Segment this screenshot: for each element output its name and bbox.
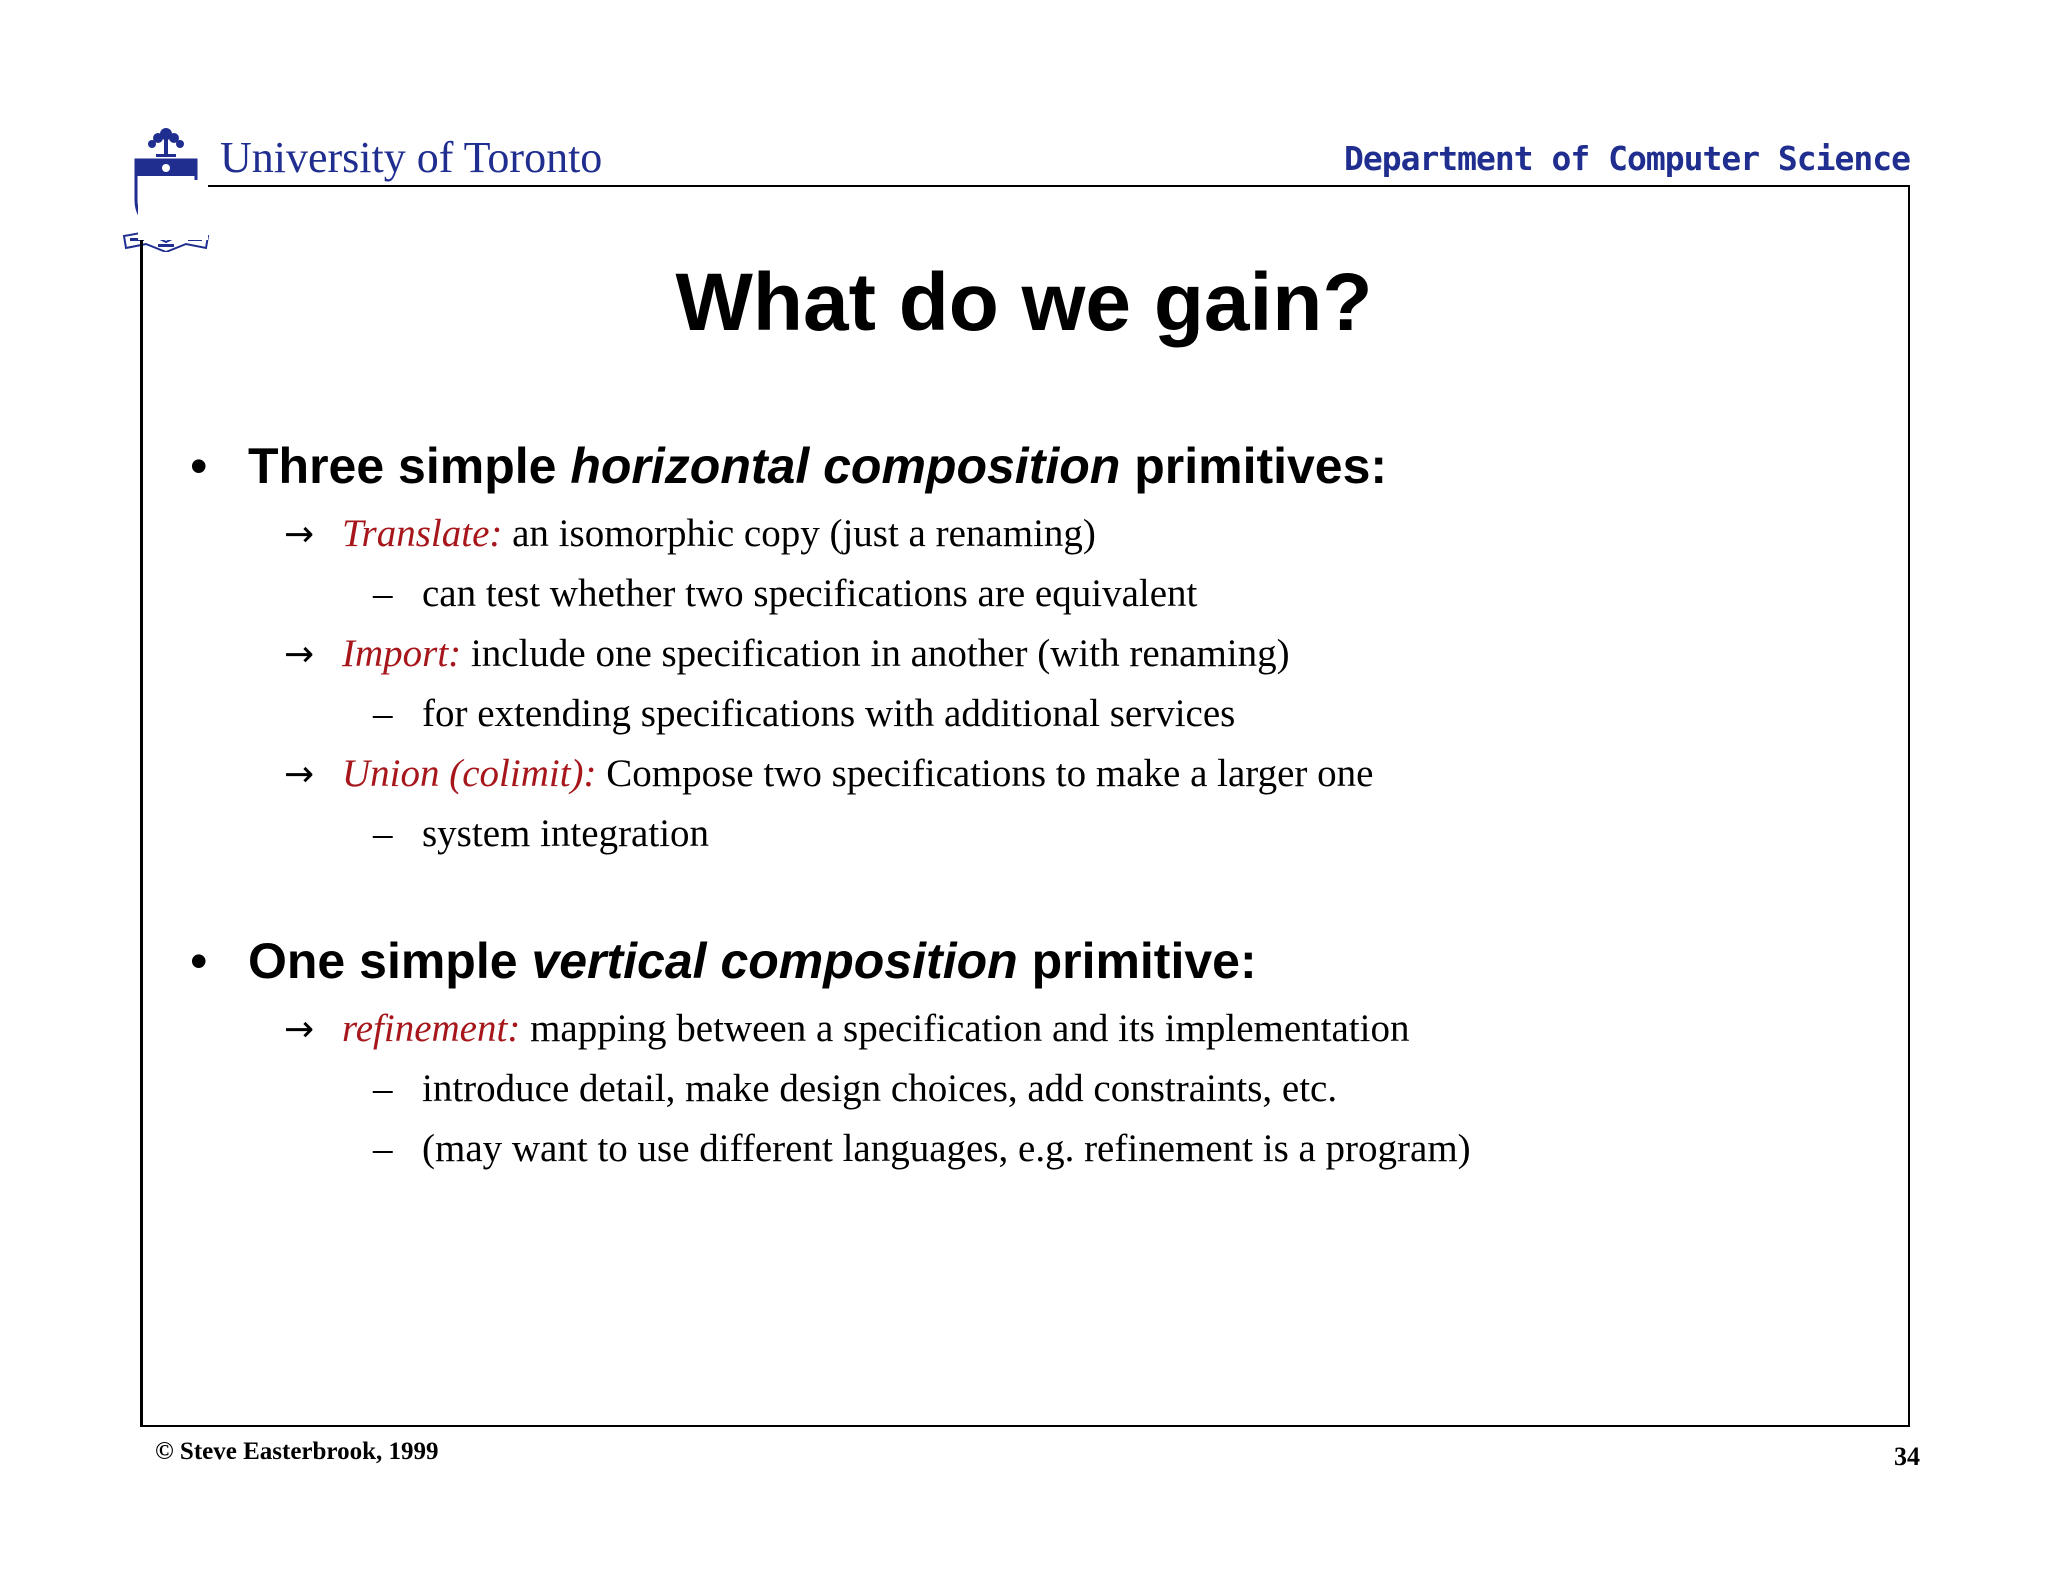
detail-refinement-2 xyxy=(373,1129,1471,1168)
bullet-suffix: primitive: xyxy=(1017,933,1257,989)
item-text: an isomorphic copy (just a renaming) xyxy=(502,512,1096,555)
item-union xyxy=(284,754,1373,793)
slide-frame xyxy=(140,185,1910,1427)
item-term: Union (colimit): xyxy=(342,752,597,795)
dash-glyph: – xyxy=(373,1067,393,1110)
bullet-prefix: Three simple xyxy=(248,438,571,494)
bullet-prefix: One simple xyxy=(248,933,532,989)
bullet-horizontal-composition xyxy=(190,438,1388,494)
detail-refinement-1 xyxy=(373,1069,1337,1108)
detail-text: introduce detail, make design choices, add constraints, etc. xyxy=(422,1067,1338,1110)
bullet-glyph: • xyxy=(190,438,208,494)
item-refinement xyxy=(284,1009,1409,1048)
detail-translate xyxy=(373,574,1197,613)
detail-text: for extending specifications with additional services xyxy=(422,692,1236,735)
item-text: include one specification in another (with renaming) xyxy=(461,632,1290,675)
item-term: refinement: xyxy=(342,1007,521,1050)
copyright-notice: © Steve Easterbrook, 1999 xyxy=(155,1438,439,1465)
detail-text: (may want to use different languages, e.g. refinement is a program) xyxy=(422,1127,1471,1170)
item-text: Compose two specifications to make a larger one xyxy=(596,752,1374,795)
bullet-vertical-composition xyxy=(190,933,1257,989)
bullet-emphasis: horizontal composition xyxy=(570,438,1121,494)
department-title: Department of Computer Science xyxy=(1343,139,1910,178)
item-text: mapping between a specification and its implementation xyxy=(520,1007,1410,1050)
dash-glyph: – xyxy=(373,1127,393,1170)
bullet-glyph: • xyxy=(190,933,208,989)
bullet-suffix: primitives: xyxy=(1120,438,1388,494)
arrow-icon: → xyxy=(284,754,315,795)
detail-text: system integration xyxy=(422,812,710,855)
arrow-icon: → xyxy=(284,1009,315,1050)
item-term: Import: xyxy=(342,632,462,675)
item-translate xyxy=(284,514,1096,553)
frame-gap xyxy=(138,180,208,240)
arrow-icon: → xyxy=(284,634,315,675)
item-import xyxy=(284,634,1290,673)
bullet-emphasis: vertical composition xyxy=(531,933,1018,989)
dash-glyph: – xyxy=(373,692,393,735)
detail-text: can test whether two specifications are equivalent xyxy=(422,572,1198,615)
dash-glyph: – xyxy=(373,572,393,615)
detail-union xyxy=(373,814,709,853)
dash-glyph: – xyxy=(373,812,393,855)
arrow-icon: → xyxy=(284,514,315,555)
slide-title: What do we gain? xyxy=(675,257,1373,348)
item-term: Translate: xyxy=(342,512,503,555)
page-number: 34 xyxy=(1894,1442,1920,1471)
detail-import xyxy=(373,694,1235,733)
university-title: University of Toronto xyxy=(220,133,603,182)
